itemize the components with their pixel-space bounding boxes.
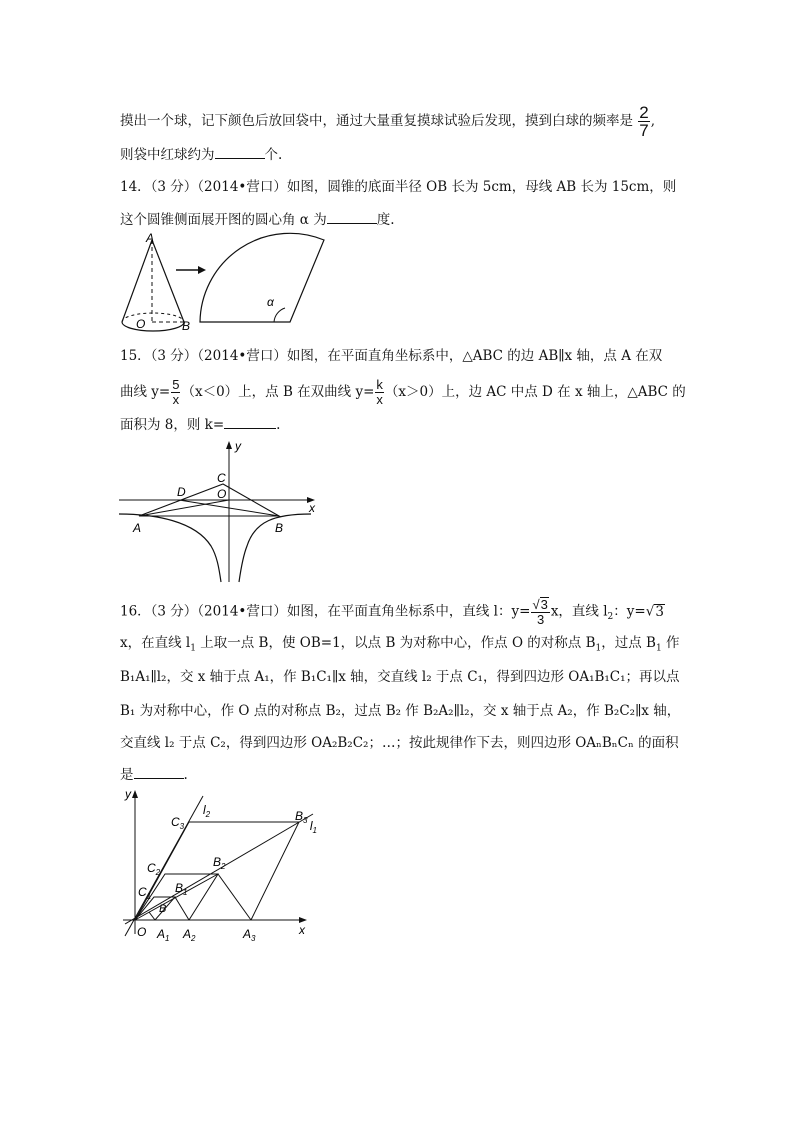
hyperbola-figure bbox=[115, 436, 325, 586]
p15-text-3a: 面积为 8，则 k= bbox=[120, 417, 225, 433]
p13-text-2b: 个. bbox=[264, 147, 283, 163]
quad-label-C1 bbox=[138, 885, 151, 901]
quad-label-A3-letter: A bbox=[243, 927, 252, 941]
cone-figure bbox=[110, 230, 340, 335]
p16-text-2c: ，过点 B bbox=[601, 635, 656, 651]
p16-line-4: B₁ 为对称中心，作 O 点的对称点 B₂，过点 B₂ 作 B₂A₂∥l₂，交 x 轴于点 A₂，作 B₂C₂∥x 轴， bbox=[120, 703, 681, 719]
p13-text-1: 摸出一个球，记下颜色后放回袋中，通过大量重复摸球试验后发现，摸到白球的频率是 bbox=[120, 113, 633, 129]
p15-text-2b: （x＜0）上，点 B 在双曲线 y= bbox=[181, 384, 375, 400]
quad-label-C2 bbox=[147, 861, 161, 877]
hyp-label-C: C bbox=[217, 471, 226, 485]
hyp-label-B: B bbox=[275, 521, 284, 535]
p15-frac-1 bbox=[171, 378, 180, 407]
quad-label-A2-letter: A bbox=[183, 927, 192, 941]
quadrilateral-figure bbox=[115, 784, 325, 944]
p13-answer-blank[interactable] bbox=[215, 144, 265, 159]
p15-frac2-num: k bbox=[376, 377, 383, 392]
p15-frac1-den: x bbox=[172, 392, 180, 407]
quad-label-C3 bbox=[171, 815, 185, 831]
quad-label-C1-sub: 1 bbox=[146, 892, 152, 901]
quad-label-B1-sub: 1 bbox=[183, 888, 188, 897]
p16-sub-1a: 1 bbox=[190, 643, 196, 654]
quad-label-l2-letter: l bbox=[203, 803, 206, 817]
p13-frac-num: 2 bbox=[639, 103, 649, 122]
p15-frac-2 bbox=[375, 378, 384, 407]
quad-label-l2-sub: 2 bbox=[205, 810, 211, 819]
quad-label-C2-letter: C bbox=[147, 861, 156, 875]
quad-label-l1-letter: l bbox=[309, 819, 313, 833]
p13-frac-den: 7 bbox=[639, 121, 649, 140]
quad-label-B1-letter: B bbox=[175, 881, 184, 895]
p15-line-1: 15．（3 分）（2014•营口）如图，在平面直角坐标系中，△ABC 的边 AB∥x 轴，点 A 在双 bbox=[120, 348, 663, 364]
p16-sub-1b: 1 bbox=[595, 643, 602, 654]
p15-frac2-den: x bbox=[376, 392, 383, 407]
quad-label-l1 bbox=[310, 819, 317, 835]
quad-label-x: x bbox=[299, 923, 305, 937]
p16-sqrt-radicand-2: 3 bbox=[655, 603, 664, 620]
p13-line-2 bbox=[120, 144, 282, 165]
hyp-label-D: D bbox=[177, 485, 186, 499]
p16-line-1: 16．（3 分）（2014•营口）如图，在平面直角坐标系中，直线 l：y= $\frac{√3}{3}$ x，直线 $l_2$：y=√3 bbox=[120, 597, 664, 627]
p14-text-2a: 这个圆锥侧面展开图的圆心角 α 为 bbox=[120, 212, 327, 228]
p16-text-1c: ：y= bbox=[613, 603, 646, 620]
cone-label-B: B bbox=[182, 319, 191, 333]
p16-frac-num: √3 bbox=[532, 597, 548, 612]
quad-label-C3-letter: C bbox=[171, 815, 180, 829]
quad-label-O: O bbox=[137, 925, 147, 939]
cone-label-O: O bbox=[136, 317, 146, 331]
quad-label-l1-sub: 1 bbox=[312, 826, 317, 835]
quad-label-A1-sub: 1 bbox=[165, 934, 170, 943]
p16-text-1b: x，直线 l bbox=[550, 603, 608, 620]
hyp-label-x: x bbox=[309, 501, 315, 515]
quad-label-C2-sub: 2 bbox=[155, 868, 161, 877]
quad-label-y: y bbox=[125, 787, 131, 801]
p15-text-2c: （x＞0）上，边 AC 中点 D 在 x 轴上，△ABC 的 bbox=[384, 384, 686, 400]
p15-line-2 bbox=[120, 378, 686, 407]
quad-label-A3 bbox=[242, 927, 256, 943]
p16-line-2 bbox=[120, 633, 680, 659]
quad-label-A3-sub: 3 bbox=[251, 934, 256, 943]
quad-label-A1-letter: A bbox=[157, 927, 166, 941]
hyp-label-O: O bbox=[217, 487, 227, 501]
quad-label-A2 bbox=[182, 927, 196, 943]
cone-label-A: A bbox=[146, 231, 155, 245]
p13-comma: , bbox=[650, 113, 656, 129]
p16-sub-2: 2 bbox=[607, 612, 614, 623]
quad-label-B3-letter: B bbox=[295, 809, 304, 823]
p16-text-6a: 是 bbox=[120, 767, 134, 783]
hyp-label-A: A bbox=[133, 521, 142, 535]
p13-fraction bbox=[638, 104, 649, 139]
p16-text-2d: 作 bbox=[661, 635, 680, 651]
p16-sqrt-radicand: 3 bbox=[540, 597, 548, 612]
p16-line-3: B₁A₁∥l₂，交 x 轴于点 A₁，作 B₁C₁∥x 轴，交直线 l₂ 于点 C₁，得到四边形 OA₁B₁C₁；再以点 bbox=[120, 669, 680, 685]
quad-label-B: B bbox=[159, 903, 167, 915]
p15-line-3 bbox=[120, 414, 280, 435]
sector-alpha-label: α bbox=[267, 295, 274, 309]
quad-label-B2 bbox=[213, 855, 226, 871]
p16-line-5: 交直线 l₂ 于点 C₂，得到四边形 OA₂B₂C₂；…；按此规律作下去，则四边形 OAₙBₙCₙ 的面积 bbox=[120, 735, 679, 751]
p16-answer-blank[interactable] bbox=[134, 764, 184, 779]
p15-frac1-num: 5 bbox=[172, 377, 180, 392]
quad-label-B1 bbox=[175, 881, 187, 897]
p14-line-1: 14．（3 分）（2014•营口）如图，圆锥的底面半径 OB 长为 5cm，母线 AB 长为 15cm，则 bbox=[120, 179, 677, 195]
p16-line-6 bbox=[120, 764, 188, 785]
p16-text-2b: 上取一点 B，使 OB=1，以点 B 为对称中心，作点 O 的对称点 B bbox=[195, 635, 596, 651]
p16-frac-sqrt3-over-3 bbox=[531, 597, 549, 627]
p16-sub-1c: 1 bbox=[655, 643, 662, 654]
p14-text-2b: 度. bbox=[376, 212, 395, 228]
quad-label-A1 bbox=[156, 927, 169, 943]
p14-answer-blank[interactable] bbox=[327, 209, 377, 224]
p14-line-2 bbox=[120, 209, 395, 230]
quad-label-B3-sub: 3 bbox=[303, 816, 308, 825]
p16-frac-den: 3 bbox=[537, 612, 545, 627]
p16-text-2a: x，在直线 l bbox=[120, 635, 191, 651]
quad-label-B2-letter: B bbox=[213, 855, 222, 869]
p15-text-2a: 曲线 y= bbox=[120, 384, 171, 400]
p16-text-1a: 16．（3 分）（2014•营口）如图，在平面直角坐标系中，直线 l：y= bbox=[120, 603, 531, 620]
p13-text-2a: 则袋中红球约为 bbox=[120, 147, 215, 163]
p13-line-1 bbox=[120, 104, 655, 139]
p16-text-6b: . bbox=[183, 767, 188, 783]
hyp-label-y: y bbox=[235, 439, 241, 453]
quad-label-C1-letter: C bbox=[138, 885, 147, 899]
quad-label-C3-sub: 3 bbox=[179, 822, 185, 831]
quad-label-A2-sub: 2 bbox=[191, 934, 196, 943]
p15-answer-blank[interactable] bbox=[224, 414, 276, 429]
quad-label-B3 bbox=[295, 809, 308, 825]
p15-text-3b: . bbox=[276, 417, 281, 433]
quad-label-l2 bbox=[203, 803, 211, 819]
quad-label-B2-sub: 2 bbox=[221, 862, 226, 871]
